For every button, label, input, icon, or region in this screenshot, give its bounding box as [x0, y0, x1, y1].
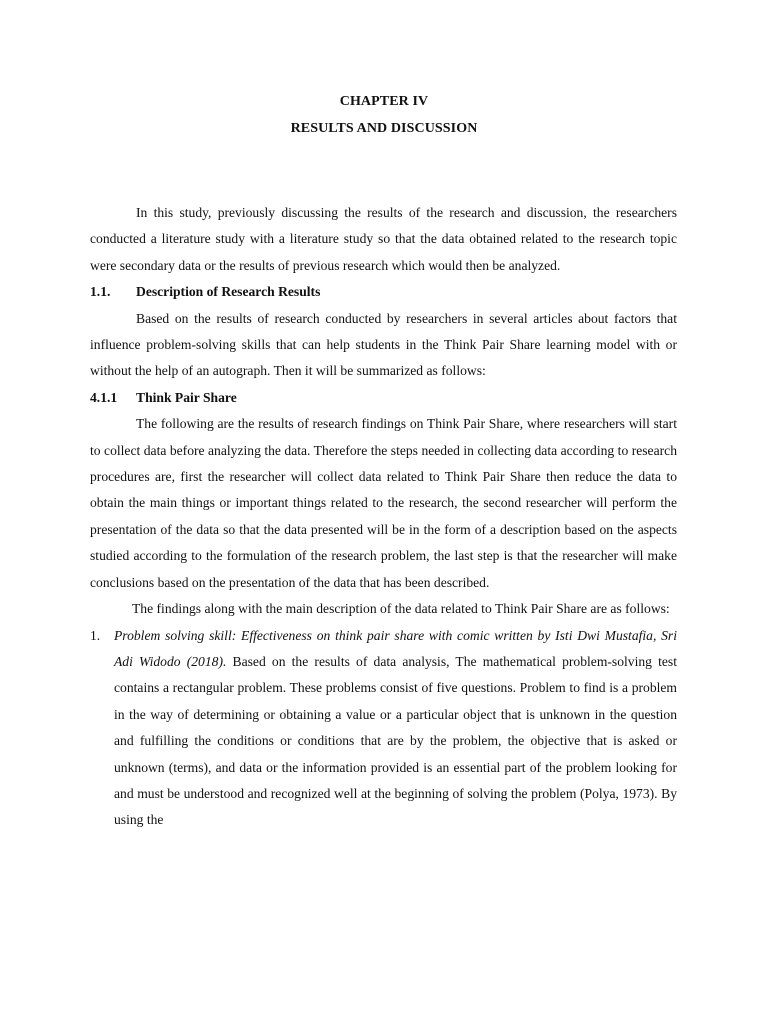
section-title: Description of Research Results [136, 284, 321, 300]
section-number: 1.1. [90, 284, 111, 300]
list-item [90, 623, 677, 834]
findings-intro-paragraph: The findings along with the main description of the data related to Think Pair Share are as follows: [132, 601, 670, 617]
document-body [90, 200, 677, 834]
chapter-subtitle: RESULTS AND DISCUSSION [290, 121, 478, 136]
list-marker: 1. [90, 627, 101, 643]
section-1-1-paragraph: Based on the results of research conducted by researchers in several articles about factors that influence problem-solving skills that can help students in the Think Pair Share learning model with or without the help of an autograph. Then it will be summarized as follows: [90, 310, 677, 379]
section-heading-4-1-1 [90, 385, 677, 411]
findings-list [90, 623, 677, 834]
chapter-title: CHAPTER IV [339, 94, 429, 109]
intro-paragraph: In this study, previously discussing the results of the research and discussion, the researchers conducted a literature study with a literature study so that the data obtained related to the research topic were secondary data or the results of previous research which would then be analyzed. [90, 205, 677, 273]
section-heading-1-1 [90, 279, 677, 305]
section-number: 4.1.1 [90, 389, 118, 405]
finding-text: Based on the results of data analysis, The mathematical problem-solving test contains a rectangular problem. These problems consist of five questions. Problem to find is a problem in the way of determining or obtaining a value or a particular object that is unknown in the question and fulfilling the conditions or conditions that are by the problem, the objective that is asked or unknown (terms), and data or the information provided is an essential part of the problem looking for and must be understood and recognized well at the beginning of solving the problem (Polya, 1973). By using the [114, 653, 677, 828]
finding-citation: Problem solving skill: Effectiveness on think pair share with comic written by Isti Dwi Mustafia, Sri Adi Widodo (2018). [114, 627, 677, 669]
section-4-1-1-paragraph: The following are the results of research findings on Think Pair Share, where researchers will start to collect data before analyzing the data. Therefore the steps needed in collecting data according to research procedures are, first the researcher will collect data related to Think Pair Share then reduce the data to obtain the main things or important things related to the research, the second researcher will perform the presentation of the data so that the data presented will be in the form of a description based on the aspects studied according to the formulation of the research problem, the last step is that the researcher will make conclusions based on the presentation of the data that has been described. [90, 416, 677, 590]
section-title: Think Pair Share [136, 389, 237, 405]
